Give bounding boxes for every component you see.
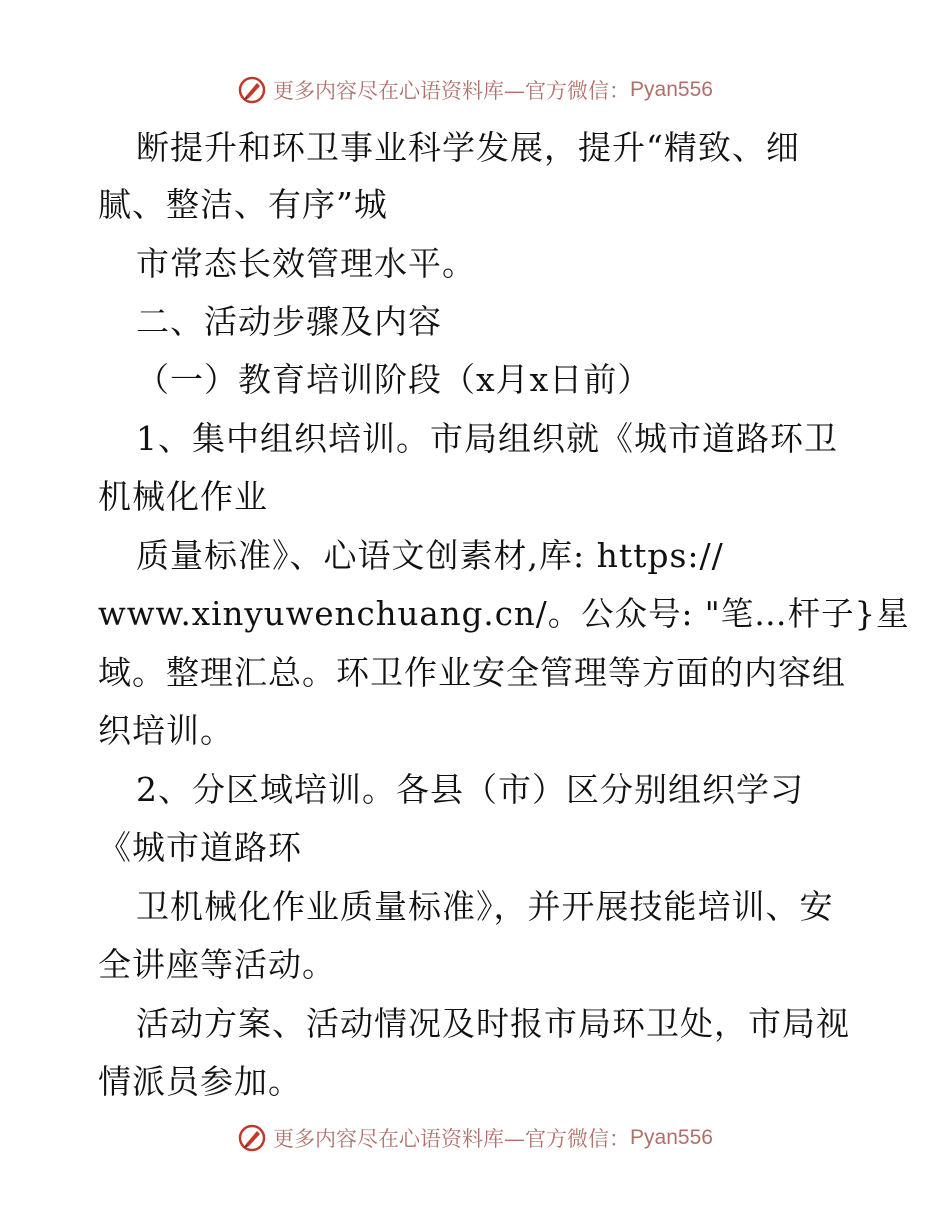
- body-line: www.xinyuwenchuang.cn/。公众号: "笔…杆子}星: [98, 594, 910, 633]
- body-line: 卫机械化作业质量标准》，并开展技能培训、安: [136, 887, 834, 926]
- pen-logo-icon: [237, 1123, 267, 1153]
- subsection-heading: （一）教育培训阶段（x月x日前）: [136, 360, 652, 399]
- footer-banner: [0, 1118, 950, 1158]
- header-banner-text: 更多内容尽在心语资料库—官方微信：: [273, 79, 631, 103]
- body-line: 腻、整洁、有序”城: [98, 185, 388, 224]
- footer-banner-text: 更多内容尽在心语资料库—官方微信：: [273, 1127, 631, 1151]
- body-line: 2、分区域培训。各县（市）区分别组织学习: [136, 770, 804, 809]
- section-heading: 二、活动步骤及内容: [136, 302, 442, 341]
- body-line: 织培训。: [98, 711, 234, 750]
- body-line: 质量标准》、心语文创素材,库: https://: [136, 536, 724, 575]
- body-line: 活动方案、活动情况及时报市局环卫处，市局视: [136, 1004, 850, 1043]
- body-line: 市常态长效管理水平。: [136, 244, 476, 283]
- body-line: 全讲座等活动。: [98, 945, 336, 984]
- header-wechat-id: Pyan556: [630, 78, 713, 101]
- body-line: 情派员参加。: [98, 1062, 302, 1101]
- body-line: 1、集中组织培训。市局组织就《城市道路环卫: [136, 419, 838, 458]
- body-line: 断提升和环卫事业科学发展，提升“精致、细: [136, 128, 800, 167]
- body-line: 域。整理汇总。环卫作业安全管理等方面的内容组: [98, 653, 846, 692]
- body-line: 机械化作业: [98, 477, 268, 516]
- body-line: 《城市道路环: [98, 828, 302, 867]
- footer-wechat-id: Pyan556: [630, 1126, 713, 1149]
